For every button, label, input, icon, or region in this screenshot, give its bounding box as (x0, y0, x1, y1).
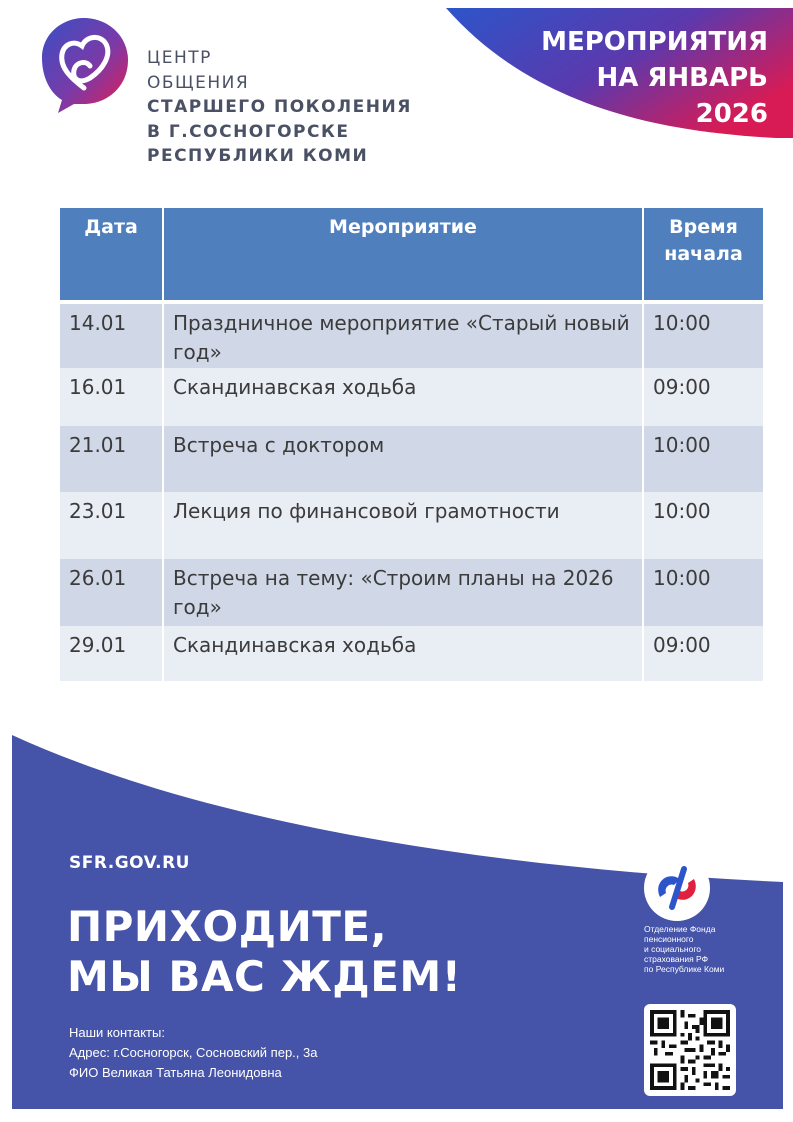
column-header-date: Дата (60, 208, 163, 300)
table-row (60, 426, 763, 492)
title-line: НА ЯНВАРЬ (596, 63, 768, 93)
event-time: 10:00 (643, 559, 763, 626)
sfr-caption-line: Отделение Фонда (644, 924, 716, 934)
qr-code[interactable] (644, 1004, 736, 1096)
event-time: 10:00 (643, 426, 763, 492)
event-time: 09:00 (643, 368, 763, 426)
column-header-time: Время начала (643, 208, 763, 300)
event-title: Скандинавская ходьба (163, 626, 643, 681)
sfr-caption-line: по Республике Коми (644, 964, 725, 974)
contacts (69, 1023, 317, 1083)
event-date: 23.01 (60, 492, 163, 559)
title-line: 2026 (695, 99, 768, 129)
org-name-line: ОБЩЕНИЯ (147, 72, 250, 93)
site-link[interactable]: SFR.GOV.RU (69, 853, 190, 873)
table-header-row (60, 208, 763, 300)
contacts-heading: Наши контакты: (69, 1025, 165, 1040)
event-date: 29.01 (60, 626, 163, 681)
table-row (60, 559, 763, 626)
event-title: Праздничное мероприятие «Старый новый год» (163, 304, 643, 368)
slogan-line: МЫ ВАС ЖДЕМ! (67, 952, 462, 1001)
page-title (541, 24, 768, 132)
sfr-caption-line: пенсионного (644, 934, 694, 944)
table-row (60, 368, 763, 426)
org-name-line: ЦЕНТР (147, 48, 212, 68)
event-title: Встреча на тему: «Строим планы на 2026 год» (163, 559, 643, 626)
event-time: 10:00 (643, 304, 763, 368)
sfr-caption-line: и социального (644, 944, 701, 954)
event-date: 14.01 (60, 304, 163, 368)
events-table (60, 208, 763, 681)
column-header-event: Мероприятие (163, 208, 643, 300)
event-date: 21.01 (60, 426, 163, 492)
table-row (60, 492, 763, 559)
event-time: 09:00 (643, 626, 763, 681)
qr-code-icon (650, 1010, 730, 1090)
event-title: Встреча с доктором (163, 426, 643, 492)
title-line: МЕРОПРИЯТИЯ (541, 27, 768, 57)
heart-speech-bubble-icon (34, 14, 134, 114)
event-date: 16.01 (60, 368, 163, 426)
event-time: 10:00 (643, 492, 763, 559)
sfr-logo-icon (644, 855, 710, 921)
slogan-line: ПРИХОДИТЕ, (67, 902, 388, 951)
event-date: 26.01 (60, 559, 163, 626)
slogan (67, 902, 461, 1002)
event-title: Лекция по финансовой грамотности (163, 492, 643, 559)
sfr-caption (644, 924, 724, 974)
org-name-line: В Г.СОСНОГОРСКЕ (147, 121, 350, 142)
org-name (147, 46, 412, 169)
sfr-caption-line: страхования РФ (644, 954, 709, 964)
contact-address: Адрес: г.Сосногорск, Сосновский пер., 3а (69, 1045, 318, 1060)
table-row (60, 626, 763, 681)
table-row (60, 304, 763, 368)
contact-person: ФИО Великая Татьяна Леонидовна (69, 1065, 282, 1080)
org-name-line: СТАРШЕГО ПОКОЛЕНИЯ (147, 97, 412, 117)
org-name-line: РЕСПУБЛИКИ КОМИ (147, 146, 369, 166)
event-title: Скандинавская ходьба (163, 368, 643, 426)
